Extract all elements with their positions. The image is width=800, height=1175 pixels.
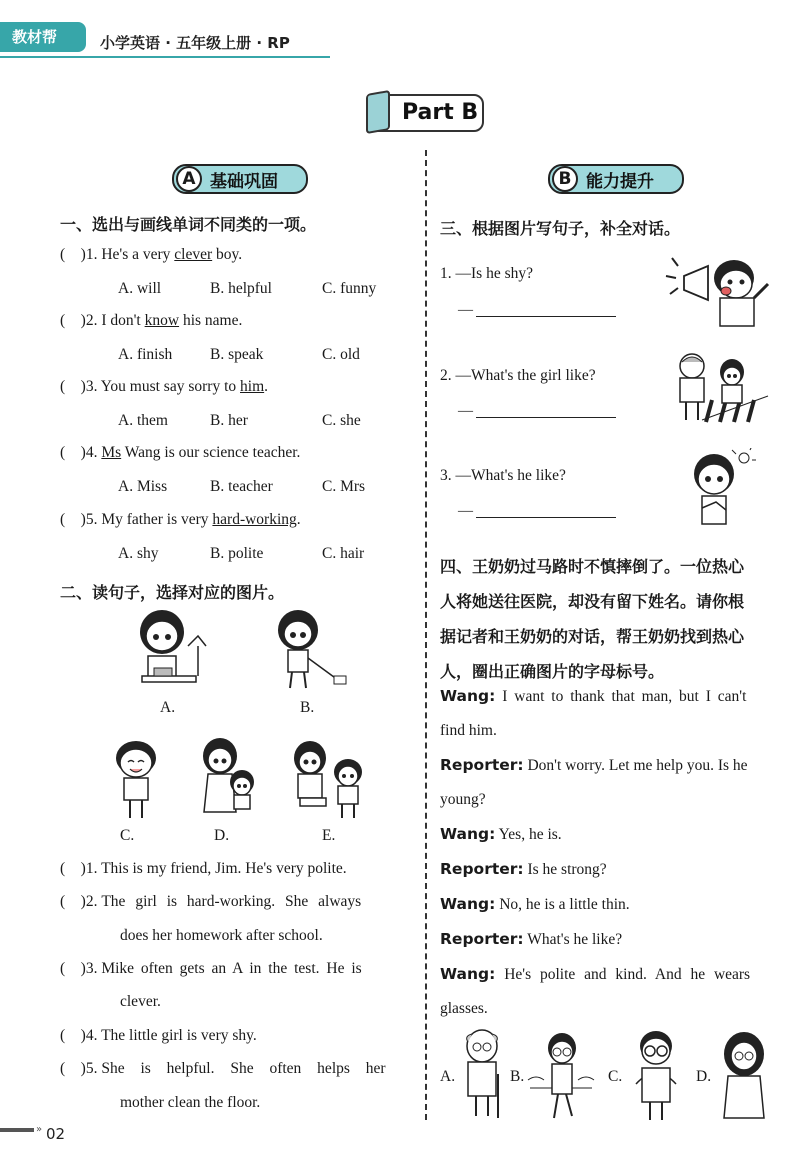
option-c[interactable]: C. hair <box>322 545 365 562</box>
q4-heading-line: 人，圈出正确图片的字母标号。 <box>440 662 665 681</box>
option-a[interactable]: A. them <box>118 412 168 429</box>
section-a-letter: A <box>176 166 202 192</box>
picture-a <box>128 606 212 692</box>
dialogue-text: I want to thank that man, but I can't <box>495 688 747 705</box>
girl-helping-grandpa-picture <box>662 350 772 424</box>
answer-dash: — <box>458 403 473 419</box>
choice-d-woman[interactable] <box>716 1030 772 1122</box>
q3-question: 1. —Is he shy? <box>440 265 533 282</box>
sentence-text: This is my friend, Jim. He's very polite. <box>101 860 347 877</box>
section-a-name: 基础巩固 <box>210 171 278 192</box>
q1-item <box>60 511 301 529</box>
item-num: )4. <box>80 1027 102 1044</box>
sentence-text: My father is very <box>101 511 213 528</box>
q2-item <box>60 893 361 911</box>
answer-paren[interactable]: ( <box>60 860 81 877</box>
dialogue-line <box>440 957 792 992</box>
dialogue-line <box>440 817 792 852</box>
choice-label[interactable]: A. <box>440 1068 456 1085</box>
sentence-text: He's a very <box>101 246 175 263</box>
sentence-text: I don't <box>101 312 145 329</box>
picture-e <box>286 738 370 822</box>
dialogue-text: Yes, he is. <box>495 826 562 843</box>
sentence-text: . <box>296 511 301 528</box>
answer-paren[interactable]: ( <box>60 960 81 977</box>
q3-question: 3. —What's he like? <box>440 467 566 484</box>
answer-paren[interactable]: ( <box>60 246 81 263</box>
dialogue-line <box>440 748 792 783</box>
q1-item-sentence <box>60 246 242 264</box>
item-num: )2. <box>80 312 102 329</box>
option-c[interactable]: C. Mrs <box>322 478 366 495</box>
speaker-label: Wang: <box>440 687 496 705</box>
option-a[interactable]: A. finish <box>118 346 173 363</box>
item-num: )2. <box>80 893 102 910</box>
answer-paren[interactable]: ( <box>60 444 81 461</box>
underlined-word: him <box>240 378 265 395</box>
sentence-continued: clever. <box>120 993 161 1010</box>
q1-item <box>60 312 242 330</box>
underlined-word: know <box>144 312 180 329</box>
sentence-text: . <box>264 378 269 395</box>
section-b-badge <box>548 164 684 194</box>
q1-item-sentence <box>60 312 242 330</box>
q4-heading-line: 据记者和王奶奶的对话，帮王奶奶找到热心 <box>440 627 745 646</box>
picture-label: D. <box>214 827 230 844</box>
choice-label[interactable]: C. <box>608 1068 623 1085</box>
q4-heading-line: 人将她送往医院，却没有留下姓名。请你根 <box>440 592 745 611</box>
column-divider <box>425 150 427 1120</box>
answer-dash: — <box>458 503 473 519</box>
q4-heading <box>440 549 792 689</box>
dialogue-line: young? <box>440 791 486 808</box>
q1-item-sentence <box>60 378 268 396</box>
flag-icon <box>366 90 390 134</box>
picture-label: A. <box>160 699 176 716</box>
section-b-letter: B <box>552 166 578 192</box>
option-b[interactable]: B. her <box>210 412 248 429</box>
option-b[interactable]: B. teacher <box>210 478 273 495</box>
item-num: )3. <box>80 960 102 977</box>
choice-label[interactable]: D. <box>696 1068 712 1085</box>
underlined-word: Ms <box>101 444 122 461</box>
sentence-text: She is helpful. She often helps her <box>101 1060 386 1077</box>
item-num: )5. <box>80 1060 102 1077</box>
sentence-text: The little girl is very shy. <box>101 1027 257 1044</box>
item-num: )1. <box>80 246 102 263</box>
q2-item <box>60 960 362 978</box>
loudspeaker-boy-picture <box>664 254 774 330</box>
dialogue <box>440 679 792 1026</box>
sentence-text: boy. <box>212 246 243 263</box>
underlined-word: clever <box>174 246 213 263</box>
q1-item <box>60 378 268 396</box>
answer-line[interactable] <box>476 417 616 418</box>
q2-heading: 二、读句子，选择对应的图片。 <box>60 583 285 602</box>
sentence-text: You must say sorry to <box>100 378 241 395</box>
choice-b-boy-glasses[interactable] <box>526 1028 596 1122</box>
picture-d <box>196 736 260 822</box>
answer-paren[interactable]: ( <box>60 1027 81 1044</box>
picture-label: B. <box>300 699 315 716</box>
header-divider <box>0 56 330 58</box>
answer-paren[interactable]: ( <box>60 312 81 329</box>
q1-heading: 一、选出与画线单词不同类的一项。 <box>60 215 317 234</box>
option-a[interactable]: A. shy <box>118 545 159 562</box>
page-number: 02 <box>46 1125 66 1143</box>
answer-paren[interactable]: ( <box>60 1060 81 1077</box>
q1-item-sentence <box>60 444 300 462</box>
q2-item <box>60 860 347 878</box>
q2-item <box>60 1060 386 1078</box>
speaker-label: Reporter: <box>440 860 524 878</box>
q1-item <box>60 444 300 462</box>
dialogue-text: Don't worry. Let me help you. Is he <box>523 757 748 774</box>
dialogue-line: glasses. <box>440 1000 488 1017</box>
q1-item-sentence <box>60 511 301 529</box>
book-title: 小学英语 · 五年级上册 · RP <box>100 34 290 52</box>
part-badge <box>368 94 484 132</box>
picture-label: E. <box>322 827 336 844</box>
picture-label: C. <box>120 827 135 844</box>
sentence-continued: mother clean the floor. <box>120 1094 261 1111</box>
speaker-label: Wang: <box>440 825 496 843</box>
picture-b <box>268 606 352 692</box>
picture-c <box>108 738 164 822</box>
speaker-label: Wang: <box>440 895 496 913</box>
sentence-text: his name. <box>179 312 243 329</box>
sentence-continued: does her homework after school. <box>120 927 323 944</box>
dialogue-line <box>440 679 792 714</box>
answer-dash: — <box>458 302 473 318</box>
answer-paren[interactable]: ( <box>60 378 81 395</box>
sentence-text: Mike often gets an A in the test. He is <box>101 960 362 977</box>
option-b[interactable]: B. polite <box>210 545 264 562</box>
speaker-label: Reporter: <box>440 930 524 948</box>
option-b[interactable]: B. speak <box>210 346 264 363</box>
sentence-text: Wang is our science teacher. <box>121 444 301 461</box>
underlined-word: hard-working <box>212 511 297 528</box>
option-c[interactable]: C. old <box>322 346 360 363</box>
item-num: )4. <box>80 444 102 461</box>
option-a[interactable]: A. will <box>118 280 162 297</box>
part-title: Part B <box>402 100 479 125</box>
speaker-label: Wang: <box>440 965 496 983</box>
q2-item <box>60 1027 257 1045</box>
item-num: )5. <box>80 511 102 528</box>
dialogue-line <box>440 887 792 922</box>
section-b-name: 能力提升 <box>586 171 654 192</box>
footer-arrow-icon: » <box>36 1124 43 1135</box>
option-c[interactable]: C. she <box>322 412 361 429</box>
answer-paren[interactable]: ( <box>60 511 81 528</box>
dialogue-text: Is he strong? <box>523 861 607 878</box>
answer-paren[interactable]: ( <box>60 893 81 910</box>
dialogue-text: What's he like? <box>523 931 623 948</box>
choice-label[interactable]: B. <box>510 1068 525 1085</box>
option-a[interactable]: A. Miss <box>118 478 168 495</box>
item-num: )1. <box>80 860 102 877</box>
option-b[interactable]: B. helpful <box>210 280 272 297</box>
choice-c-strong-boy[interactable] <box>628 1028 684 1122</box>
dialogue-text: No, he is a little thin. <box>495 896 630 913</box>
brand-tab: 教材帮 <box>0 22 86 52</box>
section-a-badge <box>172 164 308 194</box>
dialogue-line <box>440 922 792 957</box>
footer-bar <box>0 1128 34 1132</box>
item-num: )3. <box>80 378 101 395</box>
q1-item <box>60 246 242 264</box>
q3-question: 2. —What's the girl like? <box>440 367 596 384</box>
dialogue-text: He's polite and kind. And he wears <box>495 966 751 983</box>
q4-heading-line: 四、王奶奶过马路时不慎摔倒了。一位热心 <box>440 557 745 576</box>
answer-line[interactable] <box>476 316 616 317</box>
answer-line[interactable] <box>476 517 616 518</box>
sentence-text: The girl is hard-working. She always <box>101 893 362 910</box>
dialogue-line: find him. <box>440 722 497 739</box>
option-c[interactable]: C. funny <box>322 280 377 297</box>
thinking-boy-picture <box>686 448 756 530</box>
q3-heading: 三、根据图片写句子，补全对话。 <box>440 219 681 238</box>
dialogue-line <box>440 852 792 887</box>
choice-a-old-man[interactable] <box>458 1028 508 1122</box>
speaker-label: Reporter: <box>440 756 524 774</box>
